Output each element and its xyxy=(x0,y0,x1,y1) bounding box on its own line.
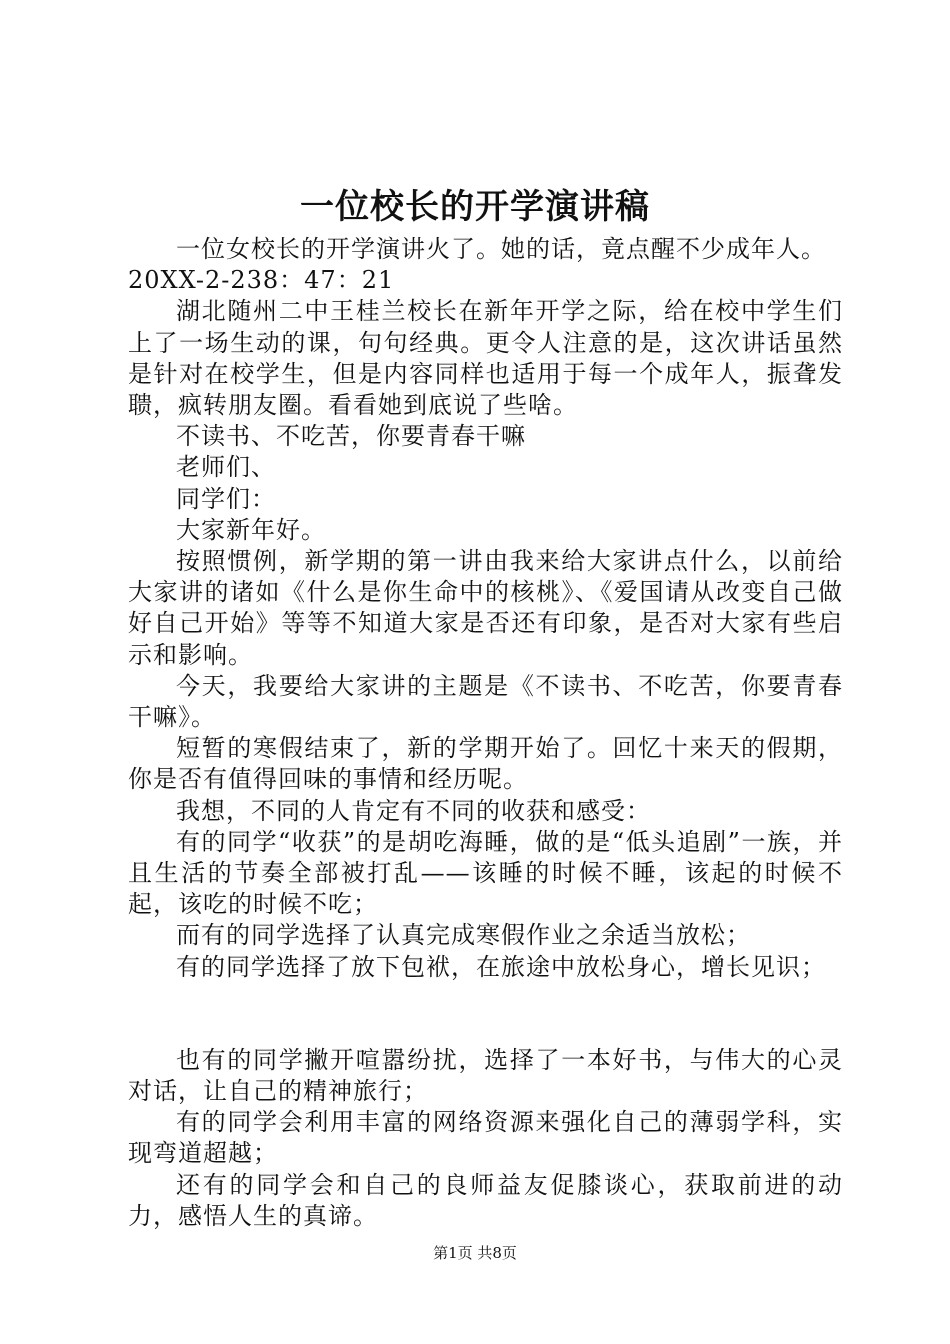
paragraph: 短暂的寒假结束了，新的学期开始了。回忆十来天的假期，你是否有值得回味的事情和经历呢。 xyxy=(128,734,843,794)
document-body xyxy=(128,234,843,1232)
page-number-footer: 第1页 共8页 xyxy=(433,1244,517,1262)
paragraph: 有的同学会利用丰富的网络资源来强化自己的薄弱学科，实现弯道超越； xyxy=(128,1108,843,1168)
paragraph: 今天，我要给大家讲的主题是《不读书、不吃苦，你要青春干嘛》。 xyxy=(128,671,843,732)
paragraph: 有的同学“收获”的是胡吃海睡，做的是“低头追剧”一族，并且生活的节奏全部被打乱——该睡的时候不睡，该起的时候不起，该吃的时候不吃； xyxy=(128,827,843,919)
page-title: 一位校长的开学演讲稿 xyxy=(300,187,650,227)
paragraph: 也有的同学撇开喧嚣纷扰，选择了一本好书，与伟大的心灵对话，让自己的精神旅行； xyxy=(128,1045,843,1106)
paragraph: 我想，不同的人肯定有不同的收获和感受： xyxy=(176,796,651,825)
paragraph: 一位女校长的开学演讲火了。她的话，竟点醒不少成年人。 xyxy=(176,235,826,263)
date-line: 20XX-2-238：47：21 xyxy=(128,266,395,295)
paragraph: 湖北随州二中王桂兰校长在新年开学之际，给在校中学生们上了一场生动的课，句句经典。更令人注意的是，这次讲话虽然是针对在校学生，但是内容同样也适用于每一个成年人，振聋发聩，疯转朋友圈。看看她到底说了些啥。 xyxy=(128,297,843,420)
blank-line xyxy=(128,983,843,1045)
section-heading: 不读书、不吃苦，你要青春干嘛 xyxy=(176,422,526,451)
paragraph: 而有的同学选择了认真完成寒假作业之余适当放松； xyxy=(176,921,751,950)
paragraph: 还有的同学会和自己的良师益友促膝谈心，获取前进的动力，感悟人生的真谛。 xyxy=(128,1170,843,1230)
greeting: 大家新年好。 xyxy=(176,515,326,544)
salutation: 同学们： xyxy=(176,484,276,513)
paragraph: 按照惯例，新学期的第一讲由我来给大家讲点什么，以前给大家讲的诸如《什么是你生命中的核桃》、《爱国请从改变自己做好自己开始》等等不知道大家是否还有印象，是否对大家有些启示和影响。 xyxy=(128,547,843,669)
paragraph: 有的同学选择了放下包袱，在旅途中放松身心，增长见识； xyxy=(176,952,826,981)
salutation: 老师们、 xyxy=(176,453,276,482)
